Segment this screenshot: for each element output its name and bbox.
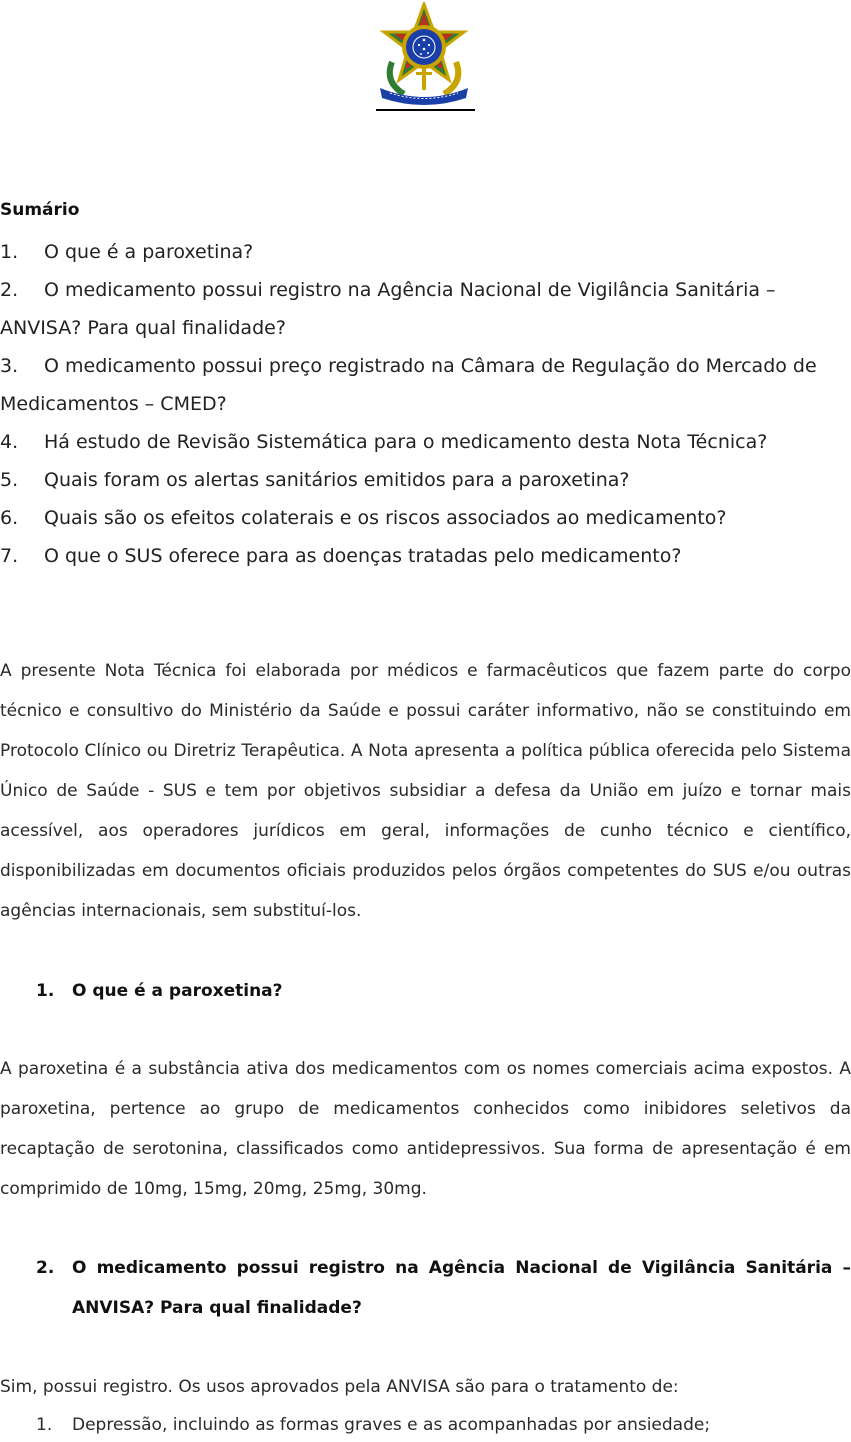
section-2-paragraph: Sim, possui registro. Os usos aprovados pela ANVISA são para o tratamento de: <box>0 1377 679 1397</box>
summary-item-text: O medicamento possui preço registrado na Câmara de Regulação do Mercado de Medicamentos – CMED? <box>0 355 817 415</box>
summary-item-number: 6. <box>0 507 19 529</box>
summary-item <box>0 347 851 423</box>
section-1-heading <box>0 971 851 1011</box>
summary-item-text: Há estudo de Revisão Sistemática para o medicamento desta Nota Técnica? <box>44 431 768 453</box>
list-item-text: Depressão, incluindo as formas graves e as acompanhadas por ansiedade; <box>72 1415 711 1435</box>
summary-item-text: Quais são os efeitos colaterais e os riscos associados ao medicamento? <box>44 507 727 529</box>
brazil-coat-of-arms-icon <box>374 2 474 106</box>
summary-item <box>0 537 851 575</box>
summary-item-number: 1. <box>0 241 19 263</box>
summary-item-number: 5. <box>0 469 19 491</box>
summary-list <box>0 233 851 575</box>
section-2-title: O medicamento possui registro na Agência Nacional de Vigilância Sanitária – ANVISA? Para qual finalidade? <box>72 1258 851 1318</box>
summary-item-number: 3. <box>0 355 19 377</box>
section-2-list <box>0 1408 851 1442</box>
summary-item <box>0 499 851 537</box>
intro-paragraph: A presente Nota Técnica foi elaborada por médicos e farmacêuticos que fazem parte do corpo técnico e consultivo do Ministério da Saúde e possui caráter informativo, não se constituindo em Protocolo Clínico ou Diretriz Terapêutica. A Nota apresenta a política pública oferecida pelo Sistema Único de Saúde - SUS e tem por objetivos subsidiar a defesa da União em juízo e tornar mais acessível, aos operadores jurídicos em geral, informações de cunho técnico e científico, disponibilizadas em documentos oficiais produzidos pelos órgãos competentes do SUS e/ou outras agências internacionais, sem substituí-los. <box>0 661 851 921</box>
summary-item-number: 4. <box>0 431 19 453</box>
summary-item-number: 2. <box>0 279 19 301</box>
header-rule <box>376 109 475 111</box>
section-1-paragraph: A paroxetina é a substância ativa dos medicamentos com os nomes comerciais acima expostos. A paroxetina, pertence ao grupo de medicamentos conhecidos como inibidores seletivos da recaptação de serotonina, classificados como antidepressivos. Sua forma de apresentação é em comprimido de 10mg, 15mg, 20mg, 25mg, 30mg. <box>0 1059 851 1199</box>
list-item <box>0 1408 851 1442</box>
section-2-number: 2. <box>36 1258 55 1278</box>
summary-item <box>0 423 851 461</box>
summary-item-text: Quais foram os alertas sanitários emitidos para a paroxetina? <box>44 469 630 491</box>
summary-item <box>0 271 851 347</box>
section-2-heading <box>0 1248 851 1328</box>
summary-item-number: 7. <box>0 545 19 567</box>
summary-item <box>0 233 851 271</box>
list-item-number: 1. <box>36 1415 53 1435</box>
summary-item <box>0 461 851 499</box>
summary-item-text: O que o SUS oferece para as doenças tratadas pelo medicamento? <box>44 545 682 567</box>
section-1-number: 1. <box>36 981 55 1001</box>
summary-item-text: O medicamento possui registro na Agência Nacional de Vigilância Sanitária – ANVISA? Para qual finalidade? <box>0 279 776 339</box>
summary-title: Sumário <box>0 200 80 220</box>
summary-item-text: O que é a paroxetina? <box>44 241 254 263</box>
section-1-title: O que é a paroxetina? <box>72 981 283 1001</box>
